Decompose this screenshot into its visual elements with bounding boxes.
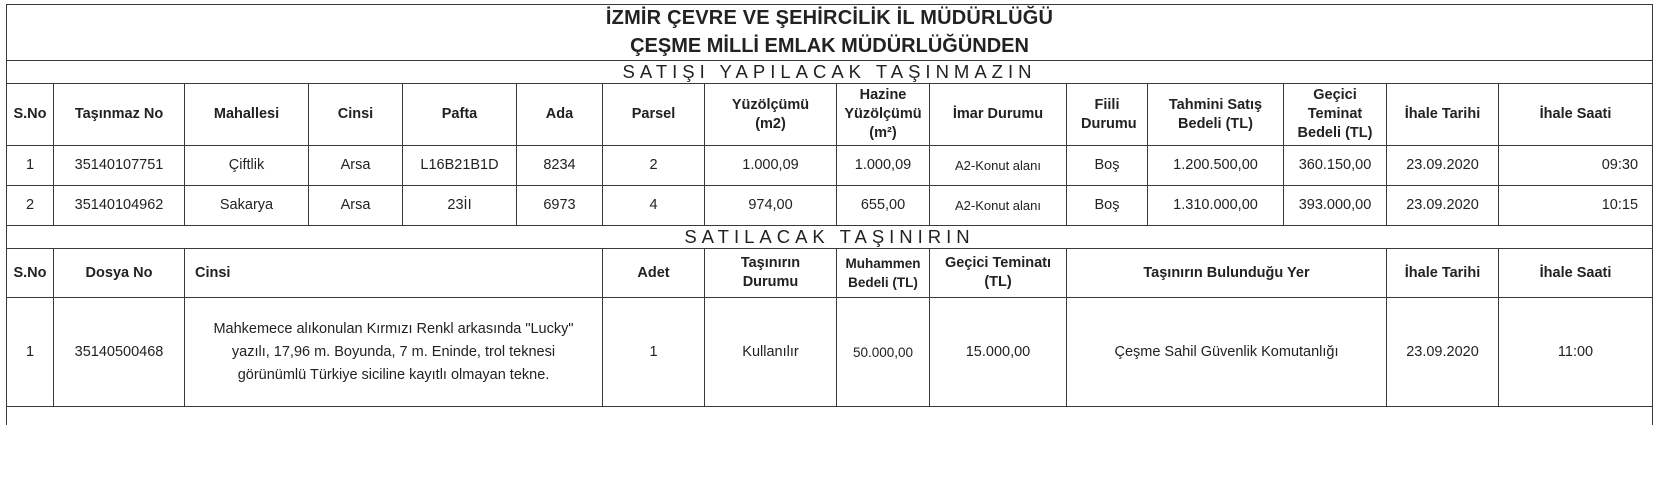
col-sno: S.No [7,84,54,146]
cell-muhammen-bedeli: 50.000,00 [837,298,930,407]
cell-gecici-teminat: 360.150,00 [1284,146,1387,186]
auction-notice [6,4,1652,425]
cell-cinsi-description: Mahkemece alıkonulan Kırmızı Renkl arkasında "Lucky" yazılı, 17,96 m. Boyunda, 7 m. Eninde, trol teknesi görünümlü Türkiye siciline kayıtlı olmayan tekne. [185,298,603,407]
col-yuzolcumu: Yüzölçümü (m2) [705,84,837,146]
cell-mahallesi: Sakarya [185,186,309,226]
col-imar-durumu: İmar Durumu [930,84,1067,146]
cell-sno: 1 [7,298,54,407]
cell-tasinmaz-no: 35140104962 [54,186,185,226]
cell-hazine-yuzolcumu: 1.000,09 [837,146,930,186]
col-muhammen-bedeli: Muhammen Bedeli (TL) [837,249,930,298]
cell-sno: 1 [7,146,54,186]
cell-ada: 6973 [517,186,603,226]
table-row [7,298,1653,407]
cell-tasinir-durumu: Kullanılır [705,298,837,407]
cell-dosya-no: 35140500468 [54,298,185,407]
cell-sno: 2 [7,186,54,226]
cell-tahmini-satis: 1.310.000,00 [1148,186,1284,226]
cell-ihale-tarihi: 23.09.2020 [1387,186,1499,226]
header-title: İZMİR ÇEVRE VE ŞEHİRCİLİK İL MÜDÜRLÜĞÜ [7,5,1653,33]
cell-pafta: L16B21B1D [403,146,517,186]
col-parsel: Parsel [603,84,705,146]
col-ihale-tarihi: İhale Tarihi [1387,249,1499,298]
tasinmaz-header-row [7,84,1653,146]
col-tasinmaz-no: Taşınmaz No [54,84,185,146]
cell-fiili-durumu: Boş [1067,186,1148,226]
col-cinsi: Cinsi [185,249,603,298]
cell-ihale-saati: 11:00 [1499,298,1653,407]
auction-table [6,4,1653,425]
cell-pafta: 23İI [403,186,517,226]
tasinir-header-row [7,249,1653,298]
col-fiili-durumu: Fiili Durumu [1067,84,1148,146]
col-dosya-no: Dosya No [54,249,185,298]
col-ihale-saati: İhale Saati [1499,84,1653,146]
cell-cinsi: Arsa [309,186,403,226]
cell-mahallesi: Çiftlik [185,146,309,186]
cell-tahmini-satis: 1.200.500,00 [1148,146,1284,186]
cell-ihale-saati: 10:15 [1499,186,1653,226]
cell-bulundugu-yer: Çeşme Sahil Güvenlik Komutanlığı [1067,298,1387,407]
cell-adet: 1 [603,298,705,407]
col-adet: Adet [603,249,705,298]
col-gecici-teminati: Geçici Teminatı (TL) [930,249,1067,298]
section-title-tasinmaz: SATIŞI YAPILACAK TAŞINMAZIN [7,61,1653,84]
footer-cell [7,407,1653,425]
table-row [7,186,1653,226]
cell-gecici-teminat: 393.000,00 [1284,186,1387,226]
col-tahmini-satis: Tahmini Satış Bedeli (TL) [1148,84,1284,146]
cell-yuzolcumu: 974,00 [705,186,837,226]
col-ihale-tarihi: İhale Tarihi [1387,84,1499,146]
cell-parsel: 2 [603,146,705,186]
col-cinsi: Cinsi [309,84,403,146]
col-gecici-teminat: Geçici Teminat Bedeli (TL) [1284,84,1387,146]
table-row [7,146,1653,186]
cell-yuzolcumu: 1.000,09 [705,146,837,186]
cell-parsel: 4 [603,186,705,226]
cell-imar-durumu: A2-Konut alanı [930,186,1067,226]
cell-tasinmaz-no: 35140107751 [54,146,185,186]
cell-hazine-yuzolcumu: 655,00 [837,186,930,226]
col-tasinir-durumu: Taşınırın Durumu [705,249,837,298]
table-footer-row [7,407,1653,425]
col-pafta: Pafta [403,84,517,146]
section-title-tasinir: SATILACAK TAŞINIRIN [7,226,1653,249]
col-ada: Ada [517,84,603,146]
cell-ihale-tarihi: 23.09.2020 [1387,146,1499,186]
col-hazine-yuzolcumu: Hazine Yüzölçümü (m²) [837,84,930,146]
col-ihale-saati: İhale Saati [1499,249,1653,298]
header-subtitle: ÇEŞME MİLLİ EMLAK MÜDÜRLÜĞÜNDEN [7,32,1653,61]
cell-ihale-saati: 09:30 [1499,146,1653,186]
cell-cinsi: Arsa [309,146,403,186]
col-bulundugu-yer: Taşınırın Bulunduğu Yer [1067,249,1387,298]
cell-ada: 8234 [517,146,603,186]
cell-imar-durumu: A2-Konut alanı [930,146,1067,186]
col-sno: S.No [7,249,54,298]
cell-fiili-durumu: Boş [1067,146,1148,186]
cell-ihale-tarihi: 23.09.2020 [1387,298,1499,407]
col-mahallesi: Mahallesi [185,84,309,146]
cell-gecici-teminati: 15.000,00 [930,298,1067,407]
